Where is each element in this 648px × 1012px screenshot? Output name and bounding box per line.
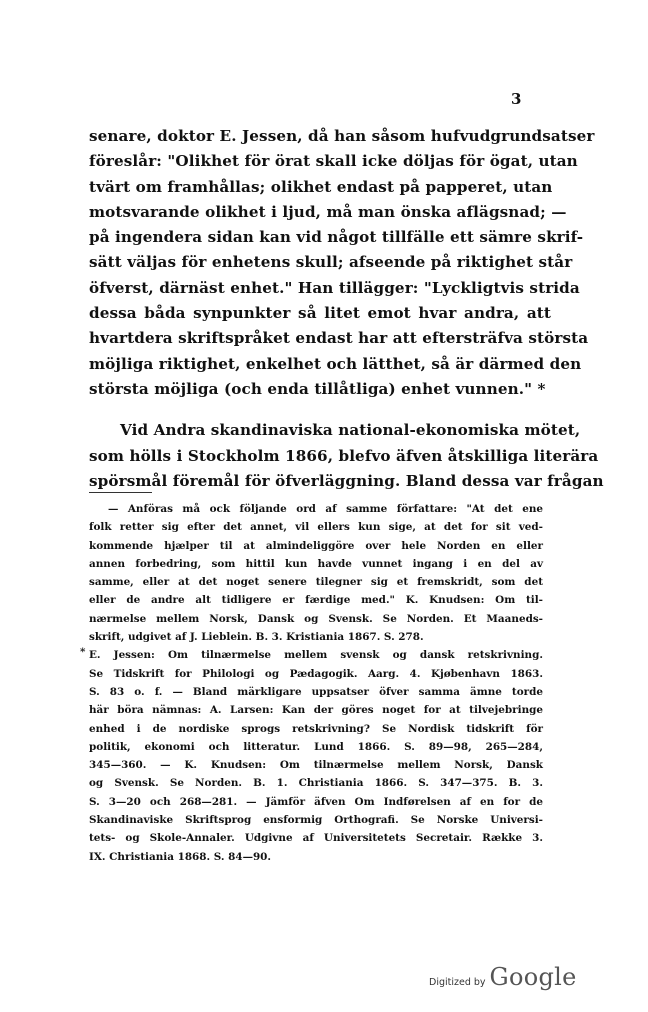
page-number: 3	[511, 90, 522, 108]
footnote-line: kommende hjælper til at almindeliggöre over hele Norden en eller	[89, 539, 543, 552]
footnote-line: S. 83 o. f. — Bland märkligare uppsatser öfver samma ämne torde	[89, 685, 543, 698]
body-line: senare, doktor E. Jessen, då han såsom hufvudgrundsatser	[89, 127, 595, 145]
footnote-line: här böra nämnas: A. Larsen: Kan der göres noget for at tilvejebringe	[89, 704, 543, 717]
footnote-divider	[89, 492, 152, 493]
footnote-line: nærmelse mellem Norsk, Dansk og Svensk. Se Norden. Et Maaneds-	[89, 612, 543, 625]
digitized-by-watermark	[429, 963, 577, 991]
footnote-line: politik, ekonomi och litteratur. Lund 1866. S. 89—98, 265—284,	[89, 740, 543, 753]
footnote-line: tets- og Skole-Annaler. Udgivne af Universitetets Secretair. Række 3.	[89, 832, 543, 845]
footnote-line: skrift, udgivet af J. Lieblein. B. 3. Kristiania 1867. S. 278.	[89, 631, 424, 644]
footnote-2	[80, 646, 543, 866]
footnote-line: IX. Christiania 1868. S. 84—90.	[89, 850, 272, 863]
body-line: Vid Andra skandinaviska national-ekonomiska mötet,	[120, 421, 581, 440]
body-line: spörsmål föremål för öfverläggning. Bland dessa var frågan	[89, 471, 604, 490]
footnote-1	[89, 500, 543, 646]
footnote-line: Skandinaviske Skriftsprog ensformig Orthografi. Se Norske Universi-	[89, 814, 543, 827]
body-line: motsvarande olikhet i ljud, må man önska aflägsnad; —	[89, 202, 567, 221]
body-text	[89, 124, 604, 494]
body-line: på ingendera sidan kan vid något tillfälle ett sämre skrif-	[89, 228, 584, 247]
body-line: tvärt om framhållas; olikhet endast på papperet, utan	[89, 177, 553, 196]
footnote-line: og Svensk. Se Norden. B. 1. Christiania 1866. S. 347—375. B. 3.	[89, 777, 543, 790]
footnote-marker: *	[80, 646, 86, 659]
body-line: som hölls i Stockholm 1866, blefvo äfven åtskilliga literära	[89, 446, 599, 465]
footnote-line: annen forbedring, som hittil kun havde vunnet ingang i en del av	[89, 557, 543, 570]
body-line: dessa båda synpunkter så litet emot hvar andra, att	[89, 304, 551, 323]
body-line: föreslår: "Olikhet för örat skall icke döljas för ögat, utan	[89, 152, 578, 171]
body-line: sätt väljas för enhetens skull; afseende på riktighet står	[89, 253, 573, 272]
google-logo: Google	[489, 963, 577, 991]
footnote-line: samme, eller at det noget senere tilegner sig et fremskridt, som det	[89, 576, 543, 589]
watermark-prefix: Digitized by	[429, 977, 486, 988]
footnotes	[80, 500, 543, 866]
footnote-line: Se Tidskrift for Philologi og Pædagogik. Aarg. 4. Kjøbenhavn 1863.	[89, 667, 543, 680]
footnote-line: enhed i de nordiske sprogs retskrivning? Se Nordisk tidskrift för	[89, 722, 543, 735]
footnote-line: eller de andre alt tidligere er færdige med." K. Knudsen: Om til-	[89, 594, 543, 607]
footnote-line: folk retter sig efter det annet, vil ellers kun sige, at det for sit ved-	[89, 521, 543, 534]
body-line: möjliga riktighet, enkelhet och lätthet, så är därmed den	[89, 354, 582, 373]
body-line: hvartdera skriftspråket endast har att eftersträfva största	[89, 329, 589, 348]
footnote-line: — Anföras må ock följande ord af samme författare: "At det ene	[108, 503, 543, 515]
body-line: öfverst, därnäst enhet." Han tillägger: "Lyckligtvis strida	[89, 278, 580, 297]
footnote-line: S. 3—20 och 268—281. — Jämför äfven Om Indførelsen af en for de	[89, 795, 543, 808]
footnote-line: 345—360. — K. Knudsen: Om tilnærmelse mellem Norsk, Dansk	[89, 759, 543, 772]
footnote-line: E. Jessen: Om tilnærmelse mellem svensk og dansk retskrivning.	[89, 649, 543, 662]
body-line: största möjliga (och enda tillåtliga) enhet vunnen." *	[89, 379, 546, 398]
